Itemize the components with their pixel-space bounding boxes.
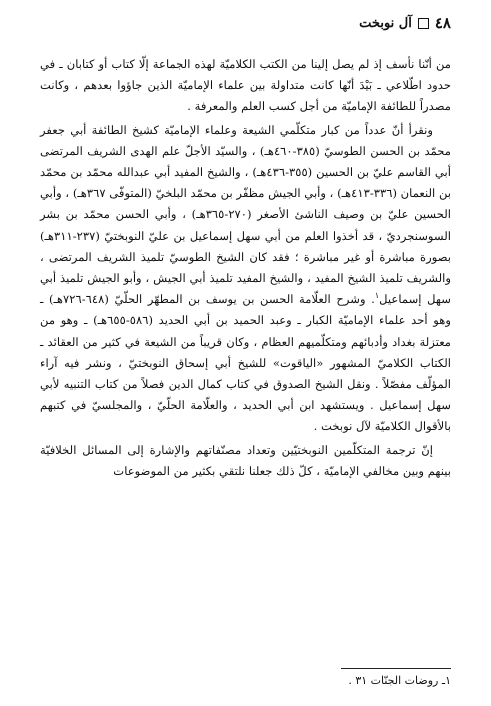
paragraph-2-text: ونقرأ أنّ عدداً من كبار متكلّمي الشيعة وعلماء الإماميّة كشيخ الطائفة أبي جعفر محمّد بن الحسن الطوسيّ (٣٨٥-٤٦٠هـ) ، والسيّد الأجلّ علم الهدى الشريف المرتضى أبي القاسم عليّ بن الحسين (٣٥٥-٤٣٦هـ) ، والشيخ المفيد أبي عبدالله محمّد بن محمّد بن النعمان (٣٣٦-٤١٣هـ) ، وأبي الجيش مظفّر بن محمّد البلخيّ (المتوفّى ٣٦٧هـ) ، وأبي الحسين عليّ بن وصيف الناشئ الأصغر (٢٧٠-٣٦٥هـ) ، وأبي الحسن محمّد بن بشر السوسنجرديّ ، قد أخذوا العلم من أبي سهل إسماعيل بن عليّ النوبختيّ (٢٣٧-٣١١هـ) بصورة مباشرة أو غير مباشرة ؛ فقد كان الشيخ الطوسيّ تلميذ الشريف المرتضى ، والشريف تلميذ الشيخ المفيد ، والشيخ المفيد تلميذ أبي الجيش ، وأبو الجيش تلميذ أبي سهل إسماعيل (40, 122, 451, 307)
running-title: آل نوبخت (359, 15, 412, 31)
footnote-divider (341, 668, 451, 669)
paragraph-3: إنّ ترجمة المتكلّمين النوبختيّين وتعداد مصنّفاتهم والإشارة إلى المسائل الخلافيّة بينهم وبين مخالفي الإماميّة ، كلّ ذلك جعلنا نلتقي بكثير من الموضوعات (40, 442, 451, 478)
page-number: ٤٨ (434, 14, 451, 32)
square-ornament-icon (418, 18, 429, 29)
paragraph-2 (40, 120, 451, 438)
paragraph-1: من أنّنا نأسف إذ لم يصل إلينا من الكتب الكلاميّة لهذه الجماعة إلّا كتاب أو كتابان ـ في حدود اطّلاعي ـ بَيْدَ أنّها كانت متداولة بين علماء الإماميّة الذين جاؤوا بعدهم ، وكانت مصدراً للطائفة الإماميّة من أجل كسب العلم والمعرفة . (40, 57, 451, 114)
header-page-group (359, 14, 451, 32)
paragraph-2-continuation: . وشرح العلّامة الحسن بن يوسف بن المطهّر الحلّيّ (٦٤٨-٧٢٦هـ) ـ وهو أحد علماء الإماميّة الكبار ـ وعبد الحميد بن أبي الحديد (٥٨٦-٦٥٥هـ) ـ وهو من معتزلة بغداد وأدبائهم ومتكلّميهم العظام ، وكان قريباً من الشيعة في كثير من العقائد ـ الكتاب الكلاميّ المشهور «الياقوت» للشيخ أبي إسحاق النوبختيّ ، ونشر فيه آراء المؤلّف مفصّلاً . ونقل الشيخ الصدوق في كتاب كمال الدين فصلاً من كتاب التنبيه لأبي سهل إسماعيل . ويستشهد ابن أبي الحديد ، والعلّامة الحلّيّ ، والمجلسيّ في كتبهم بالأقوال الكلاميّة لآل نوبخت . (40, 292, 451, 434)
footnote: ١ـ روضات الجنّات ٣١ . (348, 674, 451, 687)
running-header (40, 12, 451, 34)
main-text (40, 54, 451, 482)
footnote-marker: ١ (374, 291, 380, 301)
